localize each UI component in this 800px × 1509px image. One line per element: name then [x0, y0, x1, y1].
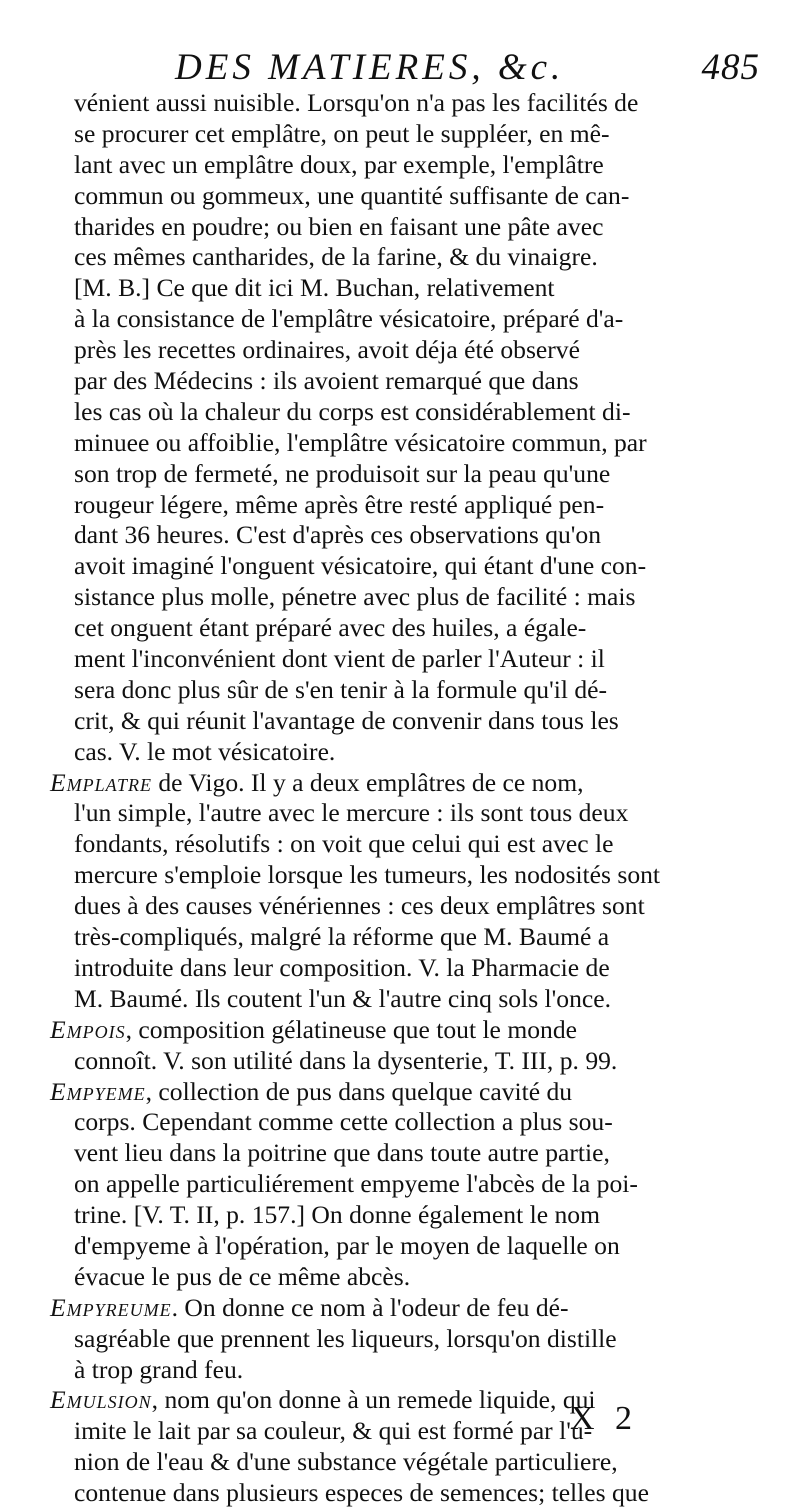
text-line — [50, 984, 770, 1015]
line-text: à trop grand feu. — [74, 1354, 244, 1384]
line-text: à la consistance de l'emplâtre vésicatoire, préparé d'a- — [74, 304, 624, 334]
line-text: par des Médecins : ils avoient remarqué que dans — [74, 366, 579, 396]
text-line — [50, 428, 770, 459]
text-line — [50, 397, 770, 428]
line-text: ces mêmes cantharides, de la farine, & du vinaigre. — [74, 242, 598, 272]
running-title: DES MATIERES, &c. — [175, 47, 565, 88]
line-text: [M. B.] Ce que dit ici M. Buchan, relativement — [74, 273, 555, 303]
text-line — [50, 953, 770, 984]
text-line — [50, 768, 770, 799]
text-line — [50, 1416, 770, 1447]
line-text: corps. Cependant comme cette collection a plus sou- — [74, 1107, 613, 1137]
text-line — [50, 613, 770, 644]
text-line — [50, 1200, 770, 1231]
text-line — [50, 273, 770, 304]
text-line — [50, 520, 770, 551]
line-text: minuee ou affoiblie, l'emplâtre vésicatoire commun, par — [74, 427, 647, 457]
line-text: contenue dans plusieurs especes de semences; telles que — [74, 1478, 649, 1508]
text-line — [50, 891, 770, 922]
line-text: dues à des causes vénériennes : ces deux emplâtres sont — [74, 891, 645, 921]
text-line — [50, 737, 770, 768]
entry-headword: Empyeme — [50, 1076, 146, 1106]
line-text: ment l'inconvénient dont vient de parler l'Auteur : il — [74, 644, 605, 674]
line-text: d'empyeme à l'opération, par le moyen de laquelle on — [74, 1230, 620, 1260]
line-text: les cas où la chaleur du corps est considérablement di- — [74, 396, 631, 426]
line-text: évacue le pus de ce même abcès. — [74, 1261, 411, 1291]
text-line — [50, 459, 770, 490]
entry-headword: Emplatre — [50, 767, 152, 797]
line-text: mercure s'emploie lorsque les tumeurs, les nodosités sont — [74, 860, 661, 890]
line-text: M. Baumé. Ils coutent l'un & l'autre cinq sols l'once. — [74, 983, 611, 1013]
line-text: se procurer cet emplâtre, on peut le suppléer, en mê- — [74, 118, 610, 148]
line-text: sagréable que prennent les liqueurs, lorsqu'on distille — [74, 1323, 617, 1353]
line-text: , composition gélatineuse que tout le monde — [125, 1014, 577, 1044]
text-line — [50, 304, 770, 335]
text-line — [50, 1046, 770, 1077]
text-line — [50, 212, 770, 243]
text-line — [50, 1169, 770, 1200]
text-line — [50, 1138, 770, 1169]
line-text: commun ou gommeux, une quantité suffisante de can- — [74, 180, 630, 210]
line-text: dant 36 heures. C'est d'après ces observations qu'on — [74, 520, 602, 550]
line-text: avoit imaginé l'onguent vésicatoire, qui étant d'une con- — [74, 551, 647, 581]
text-line — [50, 1107, 770, 1138]
line-text: sera donc plus sûr de s'en tenir à la formule qu'il dé- — [74, 674, 608, 704]
text-line — [50, 335, 770, 366]
text-line — [50, 860, 770, 891]
text-line — [50, 1355, 770, 1386]
line-text: près les recettes ordinaires, avoit déja été observé — [74, 335, 580, 365]
text-line — [50, 1385, 770, 1416]
text-line — [50, 366, 770, 397]
running-header — [175, 46, 760, 90]
text-line — [50, 582, 770, 613]
line-text: cet onguent étant préparé avec des huiles, a égale- — [74, 613, 587, 643]
text-line — [50, 181, 770, 212]
line-text: on appelle particuliérement empyeme l'abcès de la poi- — [74, 1169, 638, 1199]
entry-headword: Empois — [50, 1014, 126, 1044]
text-line — [50, 922, 770, 953]
line-text: trine. [V. T. II, p. 157.] On donne également le nom — [74, 1200, 600, 1230]
text-line — [50, 242, 770, 273]
text-line — [50, 1077, 770, 1108]
text-line — [50, 1324, 770, 1355]
text-line — [50, 1015, 770, 1046]
line-text: nion de l'eau & d'une substance végétale particuliere, — [74, 1447, 618, 1477]
text-line — [50, 1478, 770, 1509]
text-line — [50, 644, 770, 675]
text-line — [50, 1447, 770, 1478]
line-text: , collection de pus dans quelque cavité du — [145, 1076, 573, 1106]
text-line — [50, 675, 770, 706]
line-text: très-compliqués, malgré la réforme que M. Baumé a — [74, 922, 610, 952]
text-line — [50, 1293, 770, 1324]
text-line — [50, 1262, 770, 1293]
line-text: , nom qu'on donne à un remede liquide, qui — [151, 1385, 596, 1415]
line-text: crit, & qui réunit l'avantage de convenir dans tous les — [74, 705, 619, 735]
line-text: cas. V. le mot vésicatoire. — [74, 736, 336, 766]
line-text: imite le lait par sa couleur, & qui est formé par l'u- — [74, 1416, 593, 1446]
text-line — [50, 551, 770, 582]
line-text: lant avec un emplâtre doux, par exemple, l'emplâtre — [74, 149, 604, 179]
line-text: fondants, résolutifs : on voit que celui qui est avec le — [74, 829, 614, 859]
body-text — [50, 88, 770, 1509]
signature-mark: X 2 — [570, 1400, 639, 1437]
line-text: introduite dans leur composition. V. la Pharmacie de — [74, 952, 610, 982]
text-line — [50, 798, 770, 829]
text-line — [50, 706, 770, 737]
line-text: rougeur légere, même après être resté appliqué pen- — [74, 489, 605, 519]
text-line — [50, 119, 770, 150]
text-line — [50, 829, 770, 860]
entry-headword: Emulsion — [50, 1385, 152, 1415]
text-line — [50, 88, 770, 119]
line-text: son trop de fermeté, ne produisoit sur la peau qu'une — [74, 458, 611, 488]
line-text: sistance plus molle, pénetre avec plus de facilité : mais — [74, 582, 636, 612]
line-text: l'un simple, l'autre avec le mercure : ils sont tous deux — [74, 798, 629, 828]
text-line — [50, 1231, 770, 1262]
entry-headword: Empyreume — [50, 1292, 172, 1322]
text-line — [50, 150, 770, 181]
line-text: . On donne ce nom à l'odeur de feu dé- — [171, 1292, 569, 1322]
page-number: 485 — [701, 47, 760, 88]
line-text: tharides en poudre; ou bien en faisant une pâte avec — [74, 211, 604, 241]
line-text: de Vigo. Il y a deux emplâtres de ce nom, — [151, 767, 584, 797]
line-text: vénient aussi nuisible. Lorsqu'on n'a pas les facilités de — [74, 88, 639, 117]
line-text: connoît. V. son utilité dans la dysenterie, T. III, p. 99. — [74, 1045, 618, 1075]
line-text: vent lieu dans la poitrine que dans toute autre partie, — [74, 1138, 610, 1168]
text-line — [50, 490, 770, 521]
